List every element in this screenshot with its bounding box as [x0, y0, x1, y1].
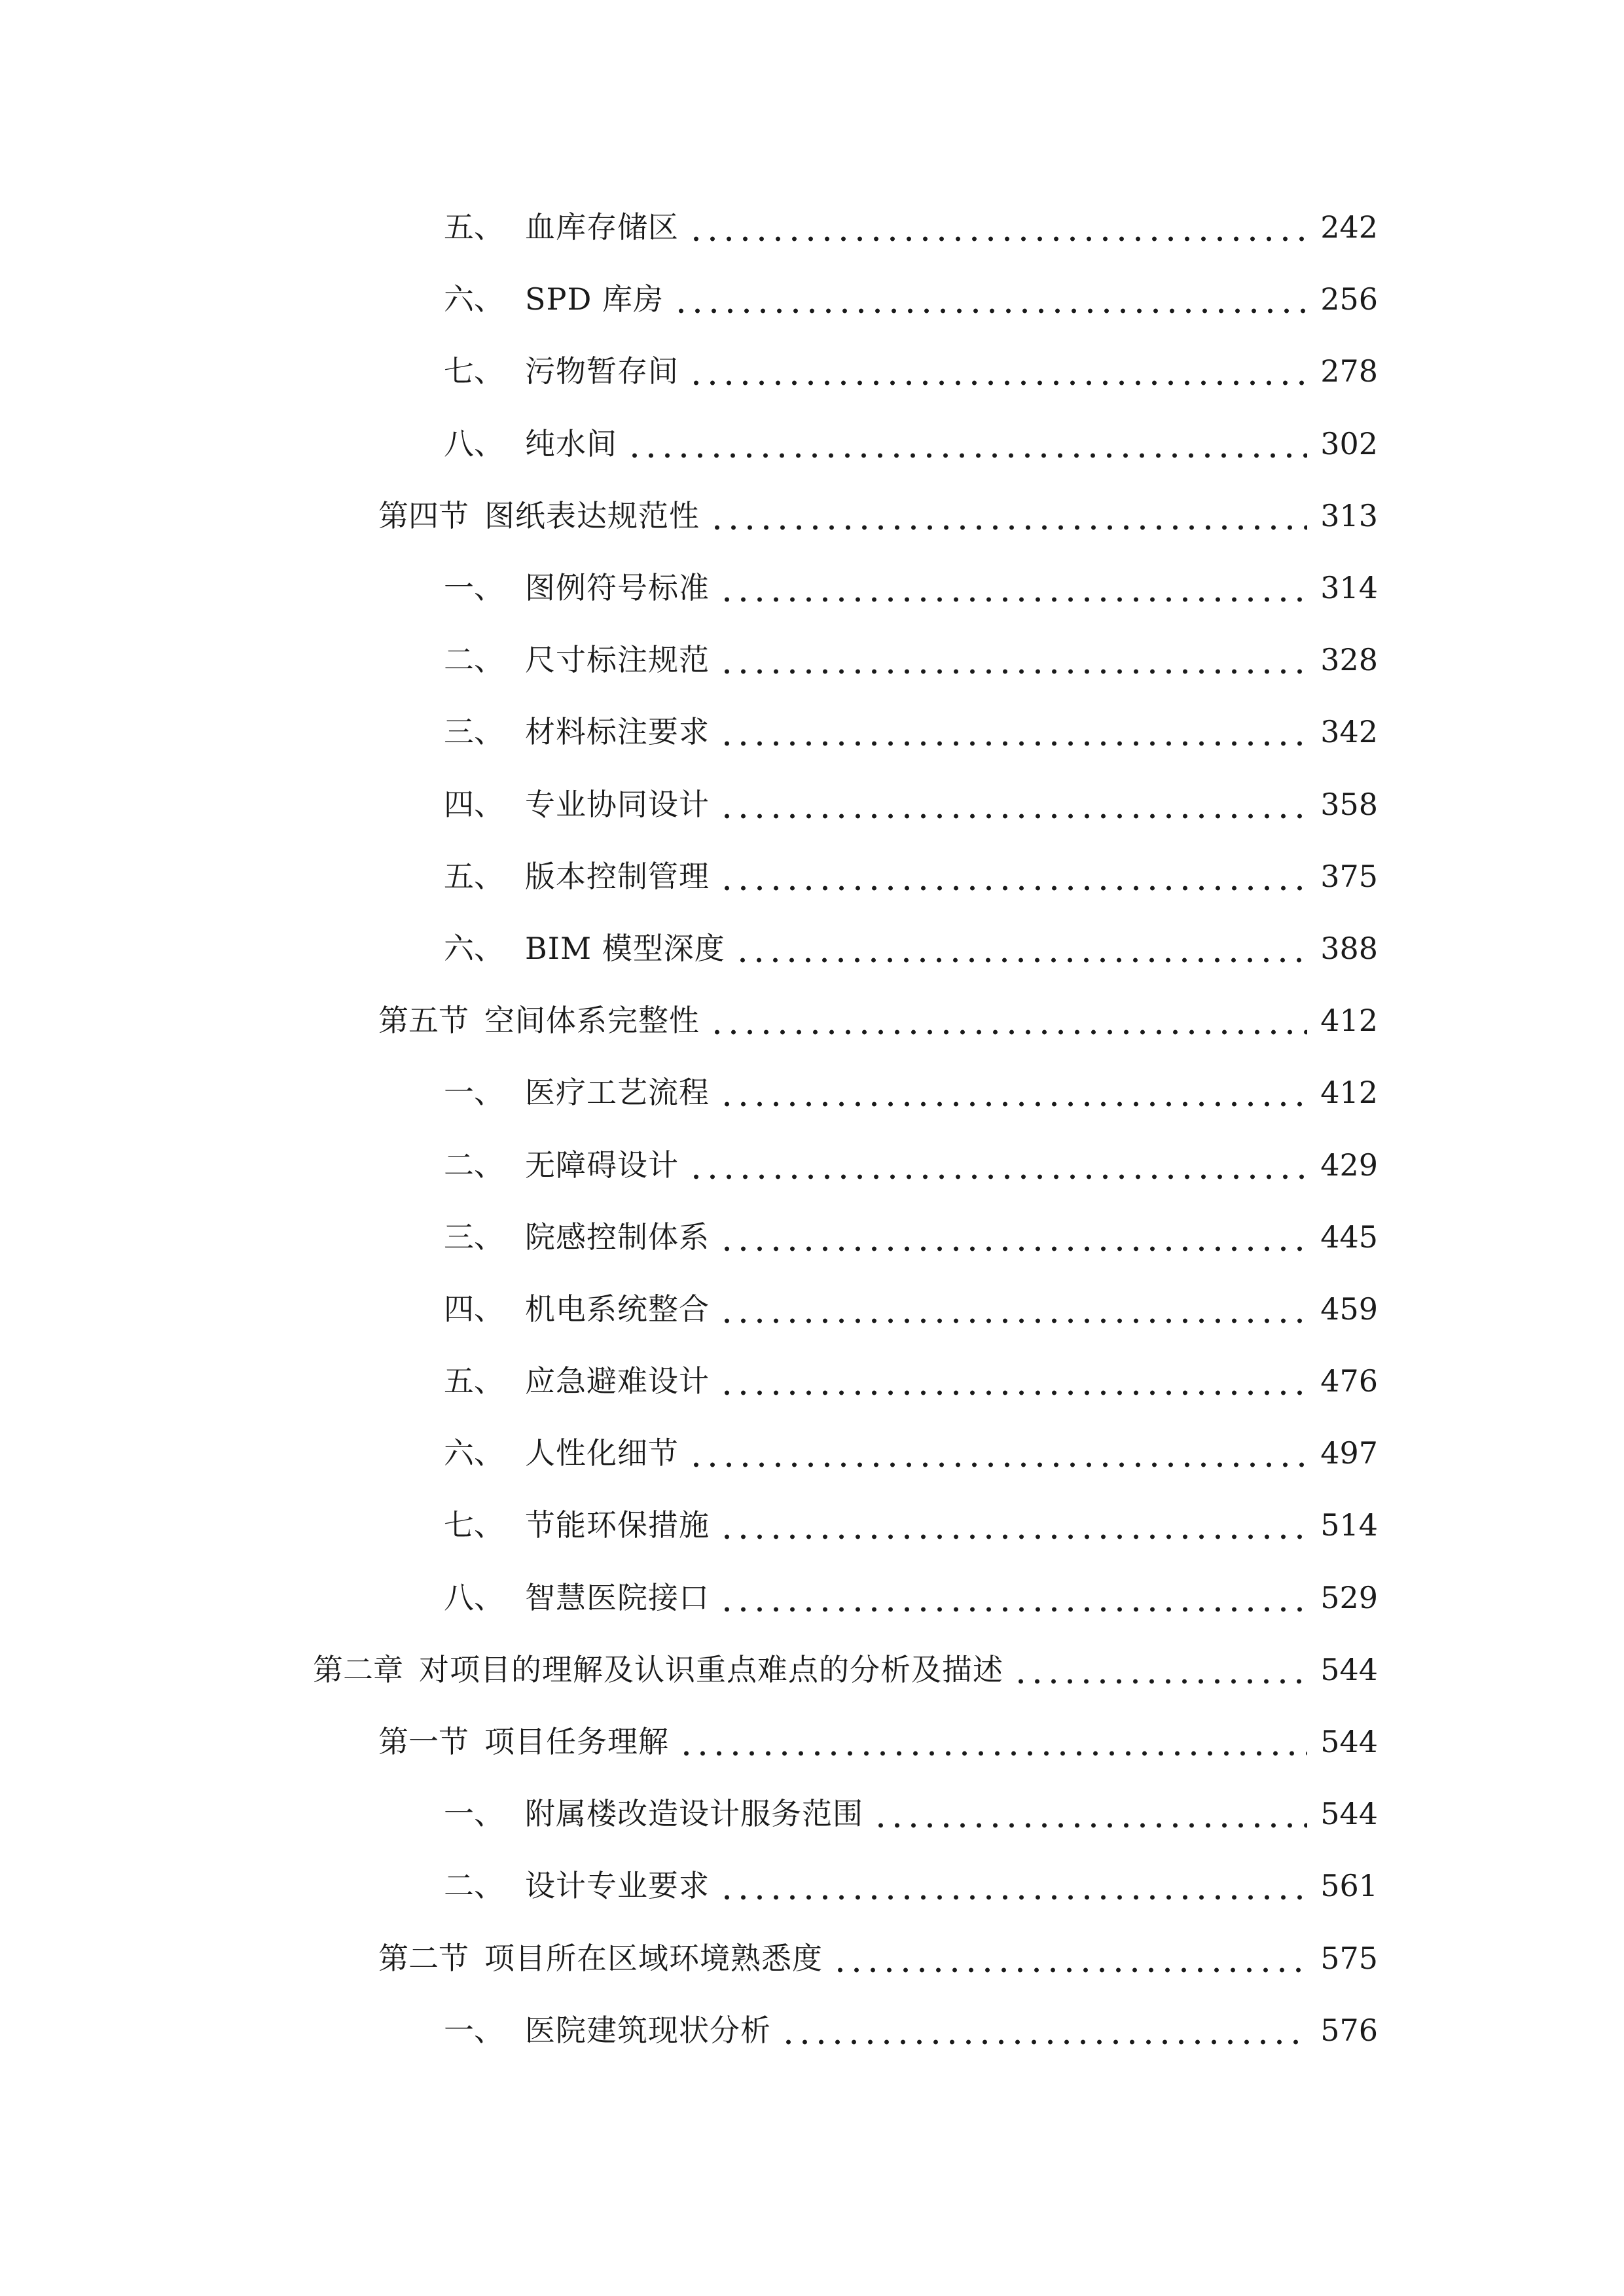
toc-entry-section[interactable]: [0, 1922, 1624, 1994]
toc-entry-number: 八、: [444, 425, 504, 461]
toc-entry-title: 项目所在区域环境熟悉度: [484, 1940, 823, 1976]
toc-entry-page: 514: [1320, 1507, 1378, 1543]
toc-entry[interactable]: [0, 1850, 1624, 1922]
toc-entry-page: 388: [1320, 930, 1378, 966]
toc-entry-page: 429: [1320, 1147, 1378, 1183]
toc-entry-page: 476: [1320, 1363, 1378, 1399]
toc-entry-number: 四、: [444, 1291, 504, 1327]
toc-entry-number: 第四节: [378, 497, 469, 533]
dot-leader: [688, 212, 1307, 242]
dot-leader: [678, 1727, 1307, 1757]
dot-leader: [832, 1943, 1307, 1973]
toc-entry[interactable]: [0, 1489, 1624, 1561]
dot-leader: [719, 645, 1307, 675]
toc-entry-title: 设计专业要求: [525, 1868, 710, 1904]
toc-entry-title: 图例符号标准: [525, 570, 710, 606]
toc-entry-number: 六、: [444, 930, 504, 966]
toc-entry-number: 第二章: [313, 1651, 403, 1687]
toc-entry-title: 纯水间: [525, 425, 617, 461]
dot-leader: [673, 284, 1307, 314]
toc-entry-title: 附属楼改造设计服务范围: [525, 1796, 863, 1832]
toc-entry[interactable]: [0, 1128, 1624, 1200]
toc-entry-number: 二、: [444, 1868, 504, 1904]
toc-entry[interactable]: [0, 1345, 1624, 1417]
toc-entry-page: 497: [1320, 1435, 1378, 1471]
toc-entry-page: 544: [1320, 1651, 1378, 1687]
toc-entry-chapter[interactable]: [0, 1634, 1624, 1706]
toc-entry[interactable]: [0, 1778, 1624, 1850]
toc-entry-page: 459: [1320, 1291, 1378, 1327]
toc-entry-title: 院感控制体系: [525, 1219, 710, 1255]
toc-entry-page: 445: [1320, 1219, 1378, 1255]
toc-entry-page: 375: [1320, 858, 1378, 894]
dot-leader: [719, 1510, 1307, 1540]
dot-leader: [688, 1438, 1307, 1468]
toc-entry-page: 358: [1320, 786, 1378, 822]
toc-entry-number: 一、: [444, 2012, 504, 2048]
toc-entry-number: 五、: [444, 1363, 504, 1399]
toc-entry-page: 561: [1320, 1868, 1378, 1904]
dot-leader: [719, 1366, 1307, 1396]
toc-entry-title: 图纸表达规范性: [484, 497, 700, 533]
toc-entry-page: 256: [1320, 281, 1378, 317]
dot-leader: [709, 501, 1307, 531]
toc-entry-title: 人性化细节: [525, 1435, 679, 1471]
dot-leader: [719, 717, 1307, 747]
dot-leader: [719, 789, 1307, 819]
toc-entry[interactable]: [0, 696, 1624, 768]
toc-entry[interactable]: [0, 408, 1624, 480]
toc-entry-title: 医疗工艺流程: [525, 1075, 710, 1111]
toc-entry-number: 五、: [444, 209, 504, 245]
dot-leader: [719, 1871, 1307, 1901]
toc-entry[interactable]: [0, 335, 1624, 407]
toc-entry-number: 二、: [444, 642, 504, 678]
dot-leader: [780, 2015, 1307, 2045]
toc-entry-title: 空间体系完整性: [484, 1003, 700, 1039]
toc-entry-title: 血库存储区: [525, 209, 679, 245]
toc-entry-section[interactable]: [0, 1706, 1624, 1778]
toc-entry-number: 三、: [444, 1219, 504, 1255]
toc-entry-number: 一、: [444, 1796, 504, 1832]
toc-entry-number: 六、: [444, 1435, 504, 1471]
toc-entry-section[interactable]: [0, 480, 1624, 552]
toc-entry-page: 544: [1320, 1796, 1378, 1832]
toc-entry-title: 版本控制管理: [525, 858, 710, 894]
toc-entry[interactable]: [0, 1994, 1624, 2066]
toc-entry-page: 576: [1320, 2012, 1378, 2048]
toc-entry-title: 尺寸标注规范: [525, 642, 710, 678]
dot-leader: [873, 1799, 1307, 1829]
toc-entry-section[interactable]: [0, 984, 1624, 1056]
toc-entry-page: 314: [1320, 570, 1378, 606]
toc-entry-number: 第一节: [378, 1724, 469, 1760]
dot-leader: [688, 1150, 1307, 1180]
toc-entry-title: BIM 模型深度: [525, 930, 725, 966]
dot-leader: [626, 429, 1307, 459]
toc-entry-title: 项目任务理解: [484, 1724, 669, 1760]
dot-leader: [719, 861, 1307, 891]
toc-entry-number: 七、: [444, 1507, 504, 1543]
dot-leader: [1013, 1655, 1307, 1685]
dot-leader: [719, 573, 1307, 603]
toc-entry-title: 对项目的理解及认识重点难点的分析及描述: [419, 1651, 1003, 1687]
toc-entry-number: 一、: [444, 1075, 504, 1111]
toc-entry-page: 412: [1320, 1003, 1378, 1039]
toc-entry-page: 575: [1320, 1940, 1378, 1976]
dot-leader: [688, 356, 1307, 386]
toc-entry-page: 342: [1320, 714, 1378, 750]
toc-entry[interactable]: [0, 840, 1624, 912]
toc-entry-title: 医院建筑现状分析: [525, 2012, 771, 2048]
toc-entry-number: 五、: [444, 858, 504, 894]
toc-entry-title: 无障碍设计: [525, 1147, 679, 1183]
toc-entry[interactable]: [0, 552, 1624, 624]
toc-entry[interactable]: [0, 191, 1624, 263]
toc-entry-title: 机电系统整合: [525, 1291, 710, 1327]
table-of-contents: [0, 191, 1624, 2066]
toc-entry-page: 302: [1320, 425, 1378, 461]
toc-entry-number: 三、: [444, 714, 504, 750]
toc-entry-number: 第五节: [378, 1003, 469, 1039]
toc-entry-page: 544: [1320, 1724, 1378, 1760]
dot-leader: [734, 933, 1307, 963]
dot-leader: [719, 1222, 1307, 1252]
toc-entry[interactable]: [0, 624, 1624, 696]
toc-entry-title: 专业协同设计: [525, 786, 710, 822]
toc-entry-number: 七、: [444, 353, 504, 389]
toc-entry-title: 污物暂存间: [525, 353, 679, 389]
toc-entry-number: 一、: [444, 570, 504, 606]
toc-entry-title: 智慧医院接口: [525, 1579, 710, 1615]
toc-entry-number: 四、: [444, 786, 504, 822]
toc-entry[interactable]: [0, 1273, 1624, 1345]
toc-entry-page: 529: [1320, 1579, 1378, 1615]
toc-entry[interactable]: [0, 1417, 1624, 1489]
toc-entry-number: 第二节: [378, 1940, 469, 1976]
toc-entry-page: 313: [1320, 497, 1378, 533]
toc-entry[interactable]: [0, 1562, 1624, 1634]
dot-leader: [709, 1005, 1307, 1035]
toc-entry-number: 二、: [444, 1147, 504, 1183]
toc-entry-title: SPD 库房: [525, 281, 664, 317]
toc-entry-page: 242: [1320, 209, 1378, 245]
toc-entry-page: 278: [1320, 353, 1378, 389]
toc-entry[interactable]: [0, 1201, 1624, 1273]
toc-entry[interactable]: [0, 1056, 1624, 1128]
toc-entry[interactable]: [0, 263, 1624, 335]
dot-leader: [719, 1583, 1307, 1613]
toc-entry-page: 328: [1320, 642, 1378, 678]
toc-entry-number: 八、: [444, 1579, 504, 1615]
dot-leader: [719, 1077, 1307, 1107]
toc-entry[interactable]: [0, 768, 1624, 840]
toc-entry-title: 材料标注要求: [525, 714, 710, 750]
toc-entry-page: 412: [1320, 1075, 1378, 1111]
toc-entry-title: 节能环保措施: [525, 1507, 710, 1543]
toc-entry[interactable]: [0, 912, 1624, 984]
toc-entry-title: 应急避难设计: [525, 1363, 710, 1399]
dot-leader: [719, 1294, 1307, 1324]
toc-entry-number: 六、: [444, 281, 504, 317]
